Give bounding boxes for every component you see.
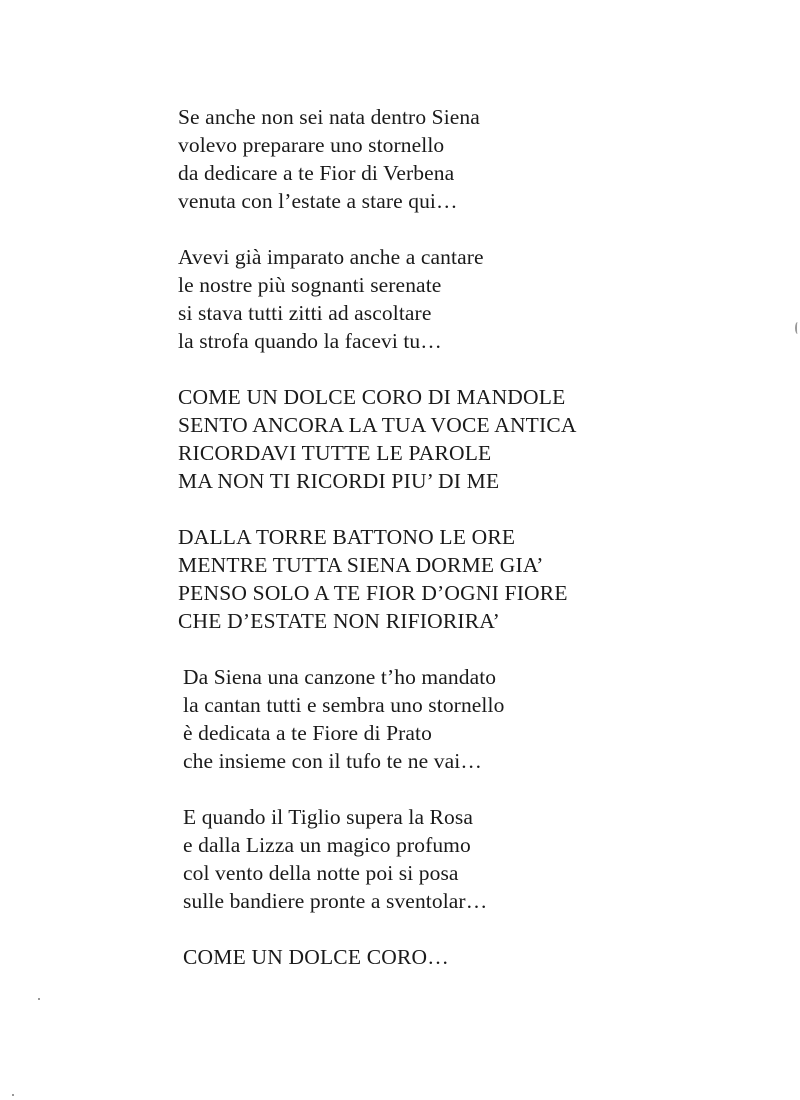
poem-line: sulle bandiere pronte a sventolar… <box>183 889 488 913</box>
chorus-line: PENSO SOLO A TE FIOR D’OGNI FIORE <box>178 581 568 605</box>
chorus-line: DALLA TORRE BATTONO LE ORE <box>178 525 516 549</box>
poem-line: che insieme con il tufo te ne vai… <box>183 749 482 773</box>
poem-line: è dedicata a te Fiore di Prato <box>183 721 432 745</box>
poem-text <box>178 103 778 971</box>
poem-line: col vento della notte poi si posa <box>183 861 459 885</box>
stanza-5 <box>178 663 778 775</box>
stanza-6 <box>178 803 778 915</box>
chorus-line: MA NON TI RICORDI PIU’ DI ME <box>178 469 500 493</box>
chorus-line: RICORDAVI TUTTE LE PAROLE <box>178 441 492 465</box>
chorus-line: COME UN DOLCE CORO DI MANDOLE <box>178 385 566 409</box>
poem-line: la strofa quando la facevi tu… <box>178 329 442 353</box>
poem-line: Da Siena una canzone t’ho mandato <box>183 665 497 689</box>
poem-line: si stava tutti zitti ad ascoltare <box>178 301 432 325</box>
chorus-line: COME UN DOLCE CORO… <box>183 945 449 969</box>
poem-line: E quando il Tiglio supera la Rosa <box>183 805 473 829</box>
poem-line: le nostre più sognanti serenate <box>178 273 442 297</box>
chorus-line: SENTO ANCORA LA TUA VOCE ANTICA <box>178 413 577 437</box>
scan-mark <box>795 322 800 334</box>
poem-line: da dedicare a te Fior di Verbena <box>178 161 455 185</box>
scan-speck <box>38 998 40 1000</box>
poem-line: Se anche non sei nata dentro Siena <box>178 105 480 129</box>
chorus-line: CHE D’ESTATE NON RIFIORIRA’ <box>178 609 500 633</box>
stanza-2 <box>178 243 778 355</box>
chorus-stanza-1 <box>178 383 778 495</box>
poem-line: venuta con l’estate a stare qui… <box>178 189 458 213</box>
scan-speck <box>12 1094 14 1096</box>
poem-line: la cantan tutti e sembra uno stornello <box>183 693 505 717</box>
poem-line: volevo preparare uno stornello <box>178 133 445 157</box>
poem-line: Avevi già imparato anche a cantare <box>178 245 484 269</box>
poem-line: e dalla Lizza un magico profumo <box>183 833 471 857</box>
chorus-line: MENTRE TUTTA SIENA DORME GIA’ <box>178 553 544 577</box>
chorus-reprise <box>178 943 778 971</box>
stanza-1 <box>178 103 778 215</box>
chorus-stanza-2 <box>178 523 778 635</box>
